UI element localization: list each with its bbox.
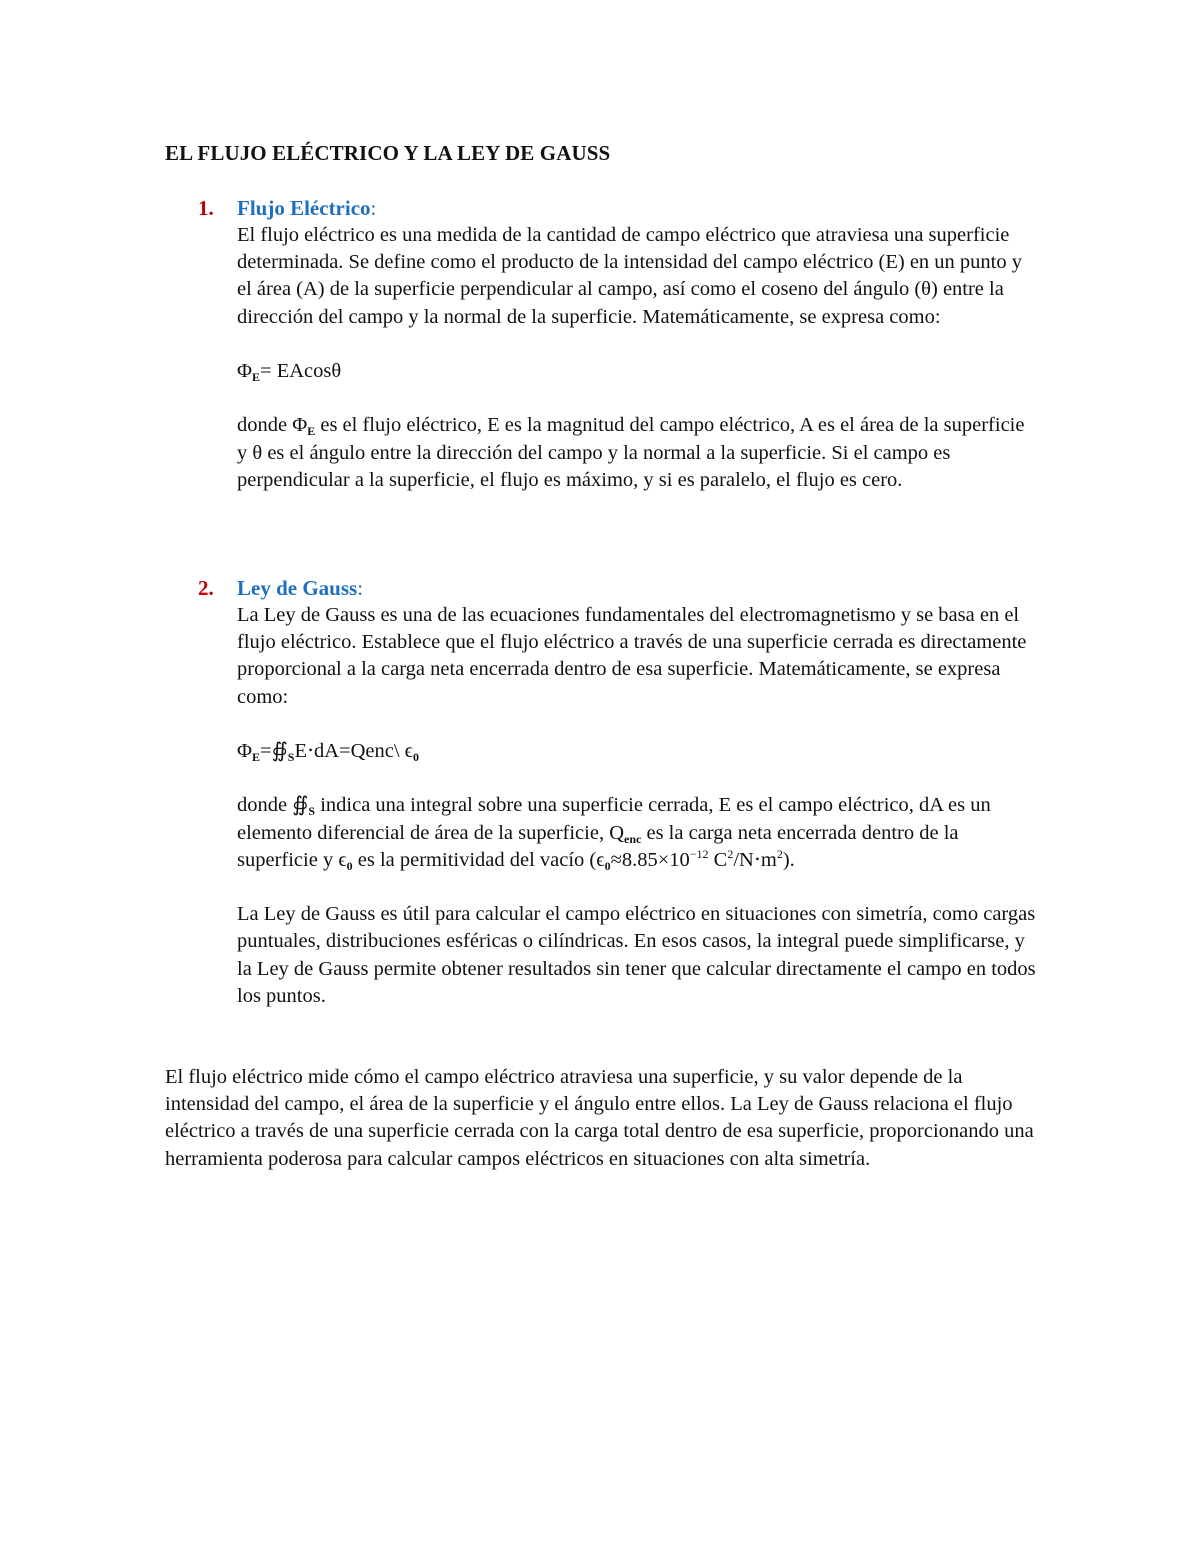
formula-explanation — [237, 792, 1037, 874]
explanation-sup: 2 — [776, 846, 783, 861]
formula-integral: =∯ — [260, 740, 288, 762]
explanation-sub: E — [307, 424, 316, 439]
formula-rest: E⋅dA=Qenc\ ϵ — [294, 740, 413, 762]
document-title: EL FLUJO ELÉCTRICO Y LA LEY DE GAUSS — [165, 141, 611, 165]
formula-phi: Φ — [237, 360, 252, 382]
section-title — [237, 195, 376, 222]
section-intro: La Ley de Gauss es una de las ecuaciones fundamentales del electromagnetismo y se basa en el flujo eléctrico. Establece que el flujo eléctrico a través de una superficie cerrada es directamente proporcional a la carga neta encerrada dentro de esa superficie. Matemáticamente, se expresa como: — [237, 604, 1027, 708]
formula-sub: E — [252, 750, 261, 764]
formula-explanation — [237, 412, 1037, 494]
formula-sub: E — [252, 370, 261, 384]
section-intro: El flujo eléctrico es una medida de la cantidad de campo eléctrico que atraviesa una superficie determinada. Se define como el producto de la intensidad del campo eléctrico (E) en un punto y el área (A) de la superficie perpendicular al campo, así como el coseno del ángulo (θ) entre la dirección del campo y la normal de la superficie. Matemáticamente, se expresa como: — [237, 224, 1022, 328]
explanation-sub: 0 — [604, 858, 611, 873]
section-title-text: Ley de Gauss — [237, 576, 358, 600]
section-title-colon: : — [357, 576, 364, 600]
explanation-part: C — [708, 848, 728, 871]
explanation-sub: S — [308, 804, 316, 819]
flux-formula — [237, 358, 1037, 385]
explanation-sup: −12 — [689, 846, 709, 861]
explanation-part: donde Φ — [237, 414, 308, 437]
explanation-part: ≈8.85×10 — [610, 848, 690, 871]
explanation-sup: 2 — [727, 846, 734, 861]
section-title-text: Flujo Eléctrico — [237, 196, 371, 220]
section-flujo-electrico — [165, 195, 1045, 494]
gauss-formula — [237, 738, 1037, 765]
formula-rest: = EAcosθ — [260, 360, 342, 382]
explanation-part: /N⋅m — [733, 848, 777, 871]
explanation-sub: enc — [624, 831, 642, 846]
section-heading — [165, 575, 1045, 602]
explanation-part: es la carga neta encerrada dentro de la superficie y ϵ — [237, 821, 959, 871]
section-number: 1. — [198, 196, 214, 220]
conclusion-paragraph: El flujo eléctrico mide cómo el campo eléctrico atraviesa una superficie, y su valor depende de la intensidad del campo, el área de la superficie y el ángulo entre ellos. La Ley de Gauss relaciona el flujo eléctrico a través de una superficie cerrada con la carga total dentro de esa superficie, proporcionando una herramienta poderosa para calcular campos eléctricos en situaciones con alta simetría. — [165, 1066, 1034, 1170]
section-body — [237, 602, 1037, 1010]
section-body — [237, 222, 1037, 494]
section-title — [237, 575, 363, 602]
section-heading — [165, 195, 1045, 222]
explanation-sub: 0 — [346, 858, 353, 873]
formula-sub: S — [287, 750, 295, 764]
section-ley-de-gauss — [165, 575, 1045, 1010]
section-number: 2. — [198, 576, 214, 600]
explanation-part: es el flujo eléctrico, E es la magnitud del campo eléctrico, A es el área de la superficie y θ es el ángulo entre la dirección del campo y la normal a la superficie. Si el campo es perpendicular a la superficie, el flujo es máximo, y si es paralelo, el flujo es cero. — [237, 414, 1025, 491]
explanation-part: es la permitividad del vacío (ϵ — [352, 848, 605, 871]
formula-sub: 0 — [412, 750, 419, 764]
explanation-part: donde ∯ — [237, 794, 309, 817]
section-title-colon: : — [370, 196, 377, 220]
section-note: La Ley de Gauss es útil para calcular el campo eléctrico en situaciones con simetría, como cargas puntuales, distribuciones esféricas o cilíndricas. En esos casos, la integral puede simplificarse, y la Ley de Gauss permite obtener resultados sin tener que calcular directamente el campo en todos los puntos. — [237, 903, 1036, 1007]
formula-phi: Φ — [237, 740, 252, 762]
explanation-part: indica una integral sobre una superficie cerrada, E es el campo eléctrico, dA es un elemento diferencial de área de la superficie, Q — [237, 794, 991, 844]
explanation-part: ). — [782, 848, 795, 871]
